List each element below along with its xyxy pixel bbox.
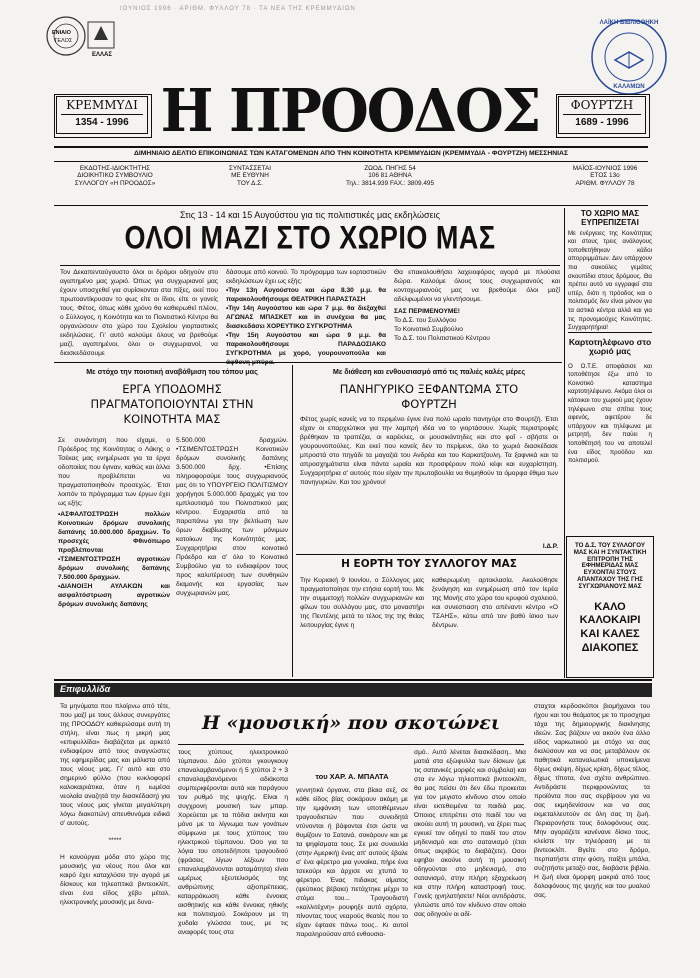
stamp-text-3: ΕΛΛΑΣ [92, 52, 112, 58]
stamp-icon [44, 14, 118, 76]
rule [178, 744, 524, 745]
rule [568, 332, 652, 333]
stamp-text-1: ΕΝΙΑΙΟ [52, 30, 71, 36]
editor-info: ΣΥΝΤΑΣΣΕΤΑΙ ΜΕ ΕΥΘΥΝΗ ΤΟΥ Δ.Σ. [228, 165, 272, 187]
serial-author: του ΧΑΡ. Α. ΜΠΑΛΤΑ [315, 772, 389, 781]
works-headline: ΕΡΓΑ ΥΠΟΔΟΜΗΣ ΠΡΑΓΜΑΤΟΠΟΙΟΥΝΤΑΙ ΣΤΗΝ ΚΟΙΝΟΤΗΤΑ ΜΑΣ [90, 382, 254, 426]
works-col-2: 5.500.000 δραχμών. •ΤΣΙΜΕΝΤΟΣΤΡΩΣΗ Κοινοτικών δρόμων συνολικής δαπάνης 3.500.000 δρχ. •Επίσης πληροφορούμε τους συγχωριανούς μας ότι το ΥΠΟΥΡΓΕΙΟ ΠΟΛΙΤΙΣΜΟΥ χορήγησε 5.000.000 δραχμές για τον εμπλουτισμό του Πολιτιστικού μας κέντρου. Ευχαριστία από τα παραπάνω για την βελτίωση των όρων διαβίωσης των μόνιμων κατοίκων της Κοινότητάς μας. Συγχαρητήρια στον κοινοτικό Πρόεδρο και σ' όλο το Κοινοτικό Συμβούλιο για το ενδιαφέρον τους προς καλυτέρευση των συνθηκών διαμονής και εργασίας των συγχωριανών μας. [176, 437, 288, 597]
festival-sign: Ι.Δ.Ρ. [542, 543, 558, 550]
sidebar-title-village: ΤΟ ΧΩΡΙΟ ΜΑΣ ΕΥΠΡΕΠΙΖΕΤΑΙ [580, 209, 640, 227]
sidebar-wishes-text: ΚΑΛΟ ΚΑΛΟΚΑΙΡΙ ΚΑΙ ΚΑΛΕΣ ΔΙΑΚΟΠΕΣ [579, 600, 641, 654]
stamp-text-2: ΤΕΛΟΣ [54, 38, 73, 44]
feast-col-1: Την Κυριακή 9 Ιουνίου, ο Σύλλογος μας πραγματοποίησε την ετήσια εορτή του. Με την συμμετοχή πολλών συγχωριανών και φίλων του συλλόγου μας, στο μοναστήρι της Πεντέλης μετά το τέλος της της θείας λειτουργίας έγινε η [300, 577, 424, 629]
badge-kremmydi-years: 1354 - 1996 [61, 114, 143, 128]
festival-kicker: Με διάθεση και ενθουσιασμό από τις παλιές καλές μέρες [332, 367, 526, 376]
feast-headline: Η ΕΟΡΤΗ ΤΟΥ ΣΥΛΛΟΓΟΥ ΜΑΣ [341, 558, 517, 570]
badge-kremmydi [54, 94, 152, 138]
newspaper-title: Η ΠΡΟΟΔΟΣ [160, 76, 540, 146]
publisher-info: ΕΚΔΟΤΗΣ-ΙΔΙΟΚΤΗΤΗΣ ΔΙΟΙΚΗΤΙΚΟ ΣΥΜΒΟΥΛΙΟ ΣΥΛΛΟΓΟΥ «Η ΠΡΟΟΔΟΣ» [74, 165, 156, 187]
serial-headline: Η «μουσική» που σκοτώνει [201, 712, 501, 734]
lead-col-2: δάσουμε από κοινού. Το πρόγραμμα των εορταστικών εκδηλώσεων έχει ως εξής: •Την 13η Αυγούστου και ώρα 8.30 μ.μ. θα παρακολουθήσουμε ΘΕΑΤΡΙΚΗ ΠΑΡΑΣΤΑΣΗ •Την 14η Αυγούστου και ώρα 7 μ.μ. θα διεξαχθεί ΑΓΩΝΑΣ ΜΠΑΣΚΕΤ και in συνέχεια θα μας διασκεδάσει ΧΟΡΕΥΤΙΚΟ ΣΥΓΚΡΟΤΗΜΑ •Την 15η Αυγούστου και ώρα 9 μ.μ. θα παρακολουθήσουμε ΠΑΡΑΔΟΣΙΑΚΟ ΣΥΓΚΡΟΤΗΜΑ με χορό, γουρουνοπούλα και [226, 269, 386, 357]
top-strip: ΙΟΥΝΙΟΣ 1996 · ΑΡΙΘΜ. ΦΥΛΛΟΥ 78 · ΤΑ ΝΕΑ ΤΗΣ ΚΡΕΜΜΥΔΙΩΝ [120, 6, 356, 12]
rule [564, 208, 565, 678]
festival-text: Φέτος χωρίς κανείς να το περιμένει έγινε ένα πολύ ωραίο πανηγύρι στο Φουρτζή. Έτσι είχαν οι επαρχιώτικοι για την λαμπρή ιδέα να το γιορτάσουν. Χωρίς περιστροφές βρέθηκαν τα τραπέζια, οι καρέκλες, οι μουσικάντηδες και στο φαΐ - σβήστε οι γουρουνοπούλες. Και εκεί που κανείς δεν το περίμενε, όλο το χωριό διασκέδασε μπροστά στο πηγάδι τα μαγαζιά του Ανδρέα και του Καρκατζουλη. Τα ξαφνικά και τα απροσχημάτιστα είναι πάντα ωραία και προσφέρουν πολύ κέφι και ευχαρίστηση. Συγχαρητήρια σ' αυτούς που είχαν την πρωτοβουλία να θυμηθούν τα όμορφα έθιμα των πανηγυριών. Και του χρόνου! [300, 416, 558, 486]
library-stamp-city: ΚΑΛΑΜΩΝ [613, 84, 645, 90]
serial-col-3: γεννητικά όργανα, στα βίαια σεξ, σε κάθε είδος βίας σοκάρουν ακόμη με την εμφάνιση των υποτιθέμενων τραγουδιστών που συνειδητά ντύνονται ή βάφονται έτσι ώστε να θυμίζουν το Σατανά, σοκάρουν και με τα ψηφίσματα τους. Σε μια συναυλία (στην Αμερική) ένας απ' αυτούς έβαλε σ' ένα φέρετρο μια γυναίκα, πήρε ένα τσεκούρι και άρχισε να χτυπά το φέρετρο. Ένας πιδακας αίματος (ψεύτικος βέβαια) πετάχτηκε μέχρι το στόμα του... Τραγουδιστή «καλλιτέχνη» ρουφηξε αυτό αχόρτα, πίνοντας τους νεαρούς θεατές που το είχαν έφτασε πάνω τους.. Κι αυτοί παραληρούσαν από ενθουσια- [296, 787, 408, 938]
serial-col-2: τους χτύπους ηλεκτρονικού τύμπανου. Δύο χτύποι γκουγκουγ επαναλαμβανόμενοι ή 5 χτύποι 2 + 3 επαναλαμβανόμενοι αδιάκοπα συμπεριφέρονται αυτά και παράγουν τον ρυθμό της ψυχής. Είναι η συγχρονη μουσική των μπαρ. Χορεύεται με τα πόδια ακίνητα και μόνο με το λίγνωμα των γονάτων σύμφωνα με τους χτύπους του ηλεκτρικού τύμπανου. Όσο για τα λόγια του οποτεδήποτε τραγουδιού (φράσεις λίγων λέξεων που επαναλαμβάνονται ασταμάτητα) είναι ωμέρως εξευτελισμός της ανθρώπινης αξιοπρέπειας, καταρράκωση κάθε έννοιας αισθητικής και κάθε έννοιας ηθικής και πολιτισμού. Σοκάρουν με τη χυδαία γλώσσα τους, με τις αναφορές τους στα [178, 749, 288, 936]
badge-fourtzi-years: 1689 - 1996 [563, 114, 641, 128]
serial-label-bar [54, 683, 652, 697]
issue-info: ΜΑΪΟΣ-ΙΟΥΝΙΟΣ 1996 ΕΤΟΣ 13ο ΑΡΙΘΜ. ΦΥΛΛΟΥ 78 [572, 165, 638, 187]
rule [54, 205, 648, 206]
rule [60, 265, 560, 266]
badge-fourtzi-name: ΦΟΥΡΤΖΗ [570, 98, 634, 112]
lead-col-3: Θα επακολουθήσει λαχειοφόρος αγορά με πλούσια δώρα. Καλούμε όλους τους συγχωριανούς και κοντοχωριανούς μας να βρεθούμε όλοι μαζί αδελφωμένοι να γλεντήσουμε. ΣΑΣ ΠΕΡΙΜΕΝΟΥΜΕ! Το Δ.Σ. του Συλλόγου Το Κοινοτικό Συμβούλιο Το Δ.Σ. του Πολιτιστικού Κέντρου [394, 269, 560, 342]
serial-col-1: Τα μηνύματα που πλοίρνω από τέτε, που μαζί με τους άλλους συνεργάτες της ΠΡΟΟΔΟΥ καθιερώσαμε αυτή τη στήλη, είναι πως η μικρή μας «επιφυλλίδα» διαβάζεται με αρκετό ενδιαφέρον από τους αναγνώστες της εφημερίδας μας και μάλιστα από τους νέους μας. Γι' αυτό και στο σημερινό φύλλο (που κυκλοφορεί καλοκαιριάτικα, όταν η ιωμέσα νεολαία αναζητά την διασκέδαση) για τους νέους μας γίνεται μεγαλύτερη λόγω διακοπών) απευθυνόμαι ειδικά σ' αυτούς. ***** Η κανούργια μόδα στο χώρο της μουσικής για νέους που όλοι και καιρό έχει καταχλύσει την αγορά με δίσκους και τηλεοπτικά βιντεοκλίπ, είναι ένα είδος χέβυ μέταλ, ηλεκτρονικής μουσικής με δυνα- [60, 703, 170, 906]
sidebar-text-village: Με ενέργειες της Κοινότητας και στους τρεις ανάλογους τοποθετήθηκαν κάδοι απορριμμάτων. Δεν υπάρχουν πια σακούλες γεμάτες σκουπίδια στους δρόμους. Θα πρέπει αυτό να εγγραφεί στα υπέρ, διότι η πρόοδος και ο πολιτισμός δεν είναι μόνον για τα αστικά κέντρα αλλά και για τις προνομιούχες Κοινότητες. Συγχαρητήρια! [568, 229, 652, 332]
serial-col-5: σταχτοι κερδοσκόποι βιομήχανοι του ήχου και του θεάματος με το προσχημα τάχα της δημιουργικής διακίνησης ιδεών. Σας βάζουν να ακούν ένα άλλο είδος ναρκωτικού με στόχο να σας διαλύσουν και να σας μεταβάλουν σε παθητικά καταναλωτικά υποκείμενα δίχως σκέψη, δίχως κρίση, δίχως τέλος, δίχως τίποτα, ένα σχέτο ανθρώπινο. Αντιδράστε περιφρονώντας τα προϊόντα που σας σερβίρουν για να σας εκμηδενίσουν και να σας εκμεταλλευτούν σε όλη σας τη ζωή. Περιαρονήστε τους δολοφόνους σας. Μην αγοράζετε κανένανε δίσκο τους, κλείστε την τηλεόραση με τα βιντεοκλίπ. Βγείτε στο δρόμο, περπατήστε στην φύση, παίξτε μπάλα, συζητήστε μεταξύ σας, διαβάστε βιβλία. Η ζωή είναι όμορφη μακριά από τους δολοφόνους της ψυχής και του μυαλού σας. [534, 703, 650, 899]
library-stamp [588, 16, 670, 98]
badge-fourtzi [556, 94, 650, 138]
rule [292, 365, 293, 677]
sidebar-box-phone [568, 336, 652, 475]
lead-col-1: Τον Δεκαπενταύγουστο όλοι οι δρόμοι οδηγούν στο αγαπημένο μας χωριό. Όπως για συγχωριανοί μας έχουν υποσχεθεί για συρίσκονται στα πίξες, εκεί που πρωτοαντίκρυσαν το φως είτε οι ίδιοι, είτε οι γονείς τους. Φέτος, όπως κάθε χρόνο θα καθιερωθεί πλέον, ο Σύλλογος, η Κοινότητα και το Πολιτιστικό Κέντρο θα οργανώσουν στο χώρο του Σχολείου γιορταστικές εκδηλώσεις. Γι' αυτό καλούμε όλους να βρεθούμε μαζί, αγαπημένοι, όλοι οι συγχωριανοί, να διασκεδάσουμε [60, 269, 218, 357]
lead-kicker: Στις 13 - 14 και 15 Αυγούστου για τις πολιτιστικές μας εκδηλώσεις [180, 210, 440, 220]
address-info: ΖΩΟΔ. ΠΗΓΗΣ 54 106 81 ΑΘΗΝΑ Τηλ.: 3814.939 FAX.: 3809.495 [346, 165, 434, 187]
sidebar-title-phone: Καρτοτηλέφωνο στο χωριό μας [568, 337, 652, 357]
festival-headline: ΠΑΝΗΓΥΡΙΚΟ ΞΕΦΑΝΤΩΜΑ ΣΤΟ ΦΟΥΡΤΖΗ [339, 382, 519, 411]
library-stamp-text: ΛΑΪΚΗ ΒΙΒΛΙΟΘΗΚΗ [599, 20, 659, 26]
sidebar-wishes-title: ΤΟ Δ.Σ. ΤΟΥ ΣΥΛΛΟΓΟΥ ΜΑΣ ΚΑΙ Η ΣΥΝΤΑΚΤΙΚΗ ΕΠΙΤΡΟΠΗ ΤΗΣ ΕΦΗΜΕΡΙΔΑΣ ΜΑΣ ΕΥΧΟΝΤΑΙ ΣΤΟΥΣ ΑΠΑΝΤΑΧΟΥ ΤΗΣ ΓΗΣ ΣΥΓΧΩΡΙΑΝΟΥΣ ΜΑΣ [573, 542, 647, 590]
rule [54, 146, 648, 148]
lead-headline: ΟΛΟΙ ΜΑΖΙ ΣΤΟ ΧΩΡΙΟ ΜΑΣ [124, 219, 496, 256]
feast-col-2: καθιερωμένη αρτοκλασία. Ακολούθησε ξενάγηση και ενημέρωση από τον Ιερέα της Μονής στο χώρο του κρυφού σχολειού, και συνεστιαση στο απέναντι κέντρο «Ο ΤΣΑΗΣ», κάτω από τον βαθύ ίσκιο των δέντρων. [432, 577, 558, 629]
sidebar-box-wishes [566, 536, 654, 678]
sidebar-text-phone: Ο Ο.Τ.Ε. αποφάσισε και τοποθέτησε έξω από το Κοινοτικό καταστημα καρτοτηλέφωνο. Ακόμα όλοι οι κάτοικοι του χωριού μας έχουν τηλέφωνο στα σπίτια τους αφενός, αφετέρου δε υπάρχουν και τηλέφωνα με μετρητή, δεν παύει η τοποθέτησή του να αποτελεί ένα είδος προόδου και πολιτισμού. [568, 362, 652, 465]
badge-kremmydi-name: ΚΡΕΜΜΥΔΙ [66, 98, 138, 112]
sidebar-box-village [568, 208, 652, 338]
rule [296, 554, 562, 555]
postage-stamp [44, 14, 118, 76]
works-kicker: Με στόχο την ποιοτική αναβάθμιση του τόπου μας [86, 367, 258, 376]
subtitle: ΔΙΜΗΝΙΑΙΟ ΔΕΛΤΙΟ ΕΠΙΚΟΙΝΩΝΙΑΣ ΤΩΝ ΚΑΤΑΓΟΜΕΝΩΝ ΑΠΟ ΤΗΝ ΚΟΙΝΟΤΗΤΑ ΚΡΕΜΜΥΔΙΩΝ (ΚΡΕΜΜΥΔΙΑ - ΦΟΥΡΤΖΗ) ΜΕΣΣΗΝΙΑΣ [133, 150, 569, 157]
serial-label: Επιφυλλίδα [60, 684, 111, 694]
rule [54, 679, 652, 681]
rule [54, 161, 648, 162]
rule [54, 362, 562, 363]
serial-col-4: σμό.. Αυτό λένεται διασκέδαση.. Μια ματιά στα εξώφυλλα των δίσκων (με τις σατανικές μορφές και σύμβολα) και στα εν λόγω τηλεοπτικά βιντεοκλίπ, θα μας πείσει ότι δεν έδω προκειται για τον μεγιστο κίνδυνο στον οποίο είναι εκτεθειμένα τα παιδιά μας. Όποιος επιτρέπει στο παιδί του να ακούει αυτή τη μουσική, να ξέρει πως εγκυεί τον οδηγεί το παιδί του στον μηδενισμό και στο σατανισμό (έτσι όπως ακριβώς το διαβάζετε). Οσοι εφηβοι ακούνε αυτή τη μουσική οδηγούνται στο μηδενισμό, στο σατανισμό, στην πλήρη εξαχρείωση και στην πλήρη καταστροφή τους. Γονείς ιχνηλατήσετε! Νέοι αντιδράστε, γλιτώστε από τον κίνδυνο στον οποίο σας οδηγούν οι αδί- [414, 749, 526, 918]
works-col-1: Σε συνάντηση που είχαμε, ο Πρόεδρος της Κοινότητας ο Λάκης ο Τσέκας μας ενημέρωσε για τα έργα οδοποιίας που έγιναν, καθώς και άλλα που προβλέπεται να πραγματοποιηθούν προσεχώς. Έτσι λοιπόν το πρόγραμμα των έργων έχει ως εξής: •ΑΣΦΑΛΤΟΣΤΡΩΣΗ πολλών Κοινοτικών δρόμων συνολικής δαπάνης 10.000.000 δραχμών. Το προσεχές Φθινόπωρο προβλέπονται •ΤΣΙΜΕΝΤΟΣΤΡΩΣΗ αγροτικών δρόμων συνολικής δαπάνης 7.500.000 δραχμών. •ΔΙΑΝΟΙΞΗ ΑΥΛΑΚΩΝ και ασφαλτόστρωση αγροτικών δρόμων συνολικής δαπάνης [58, 437, 170, 608]
